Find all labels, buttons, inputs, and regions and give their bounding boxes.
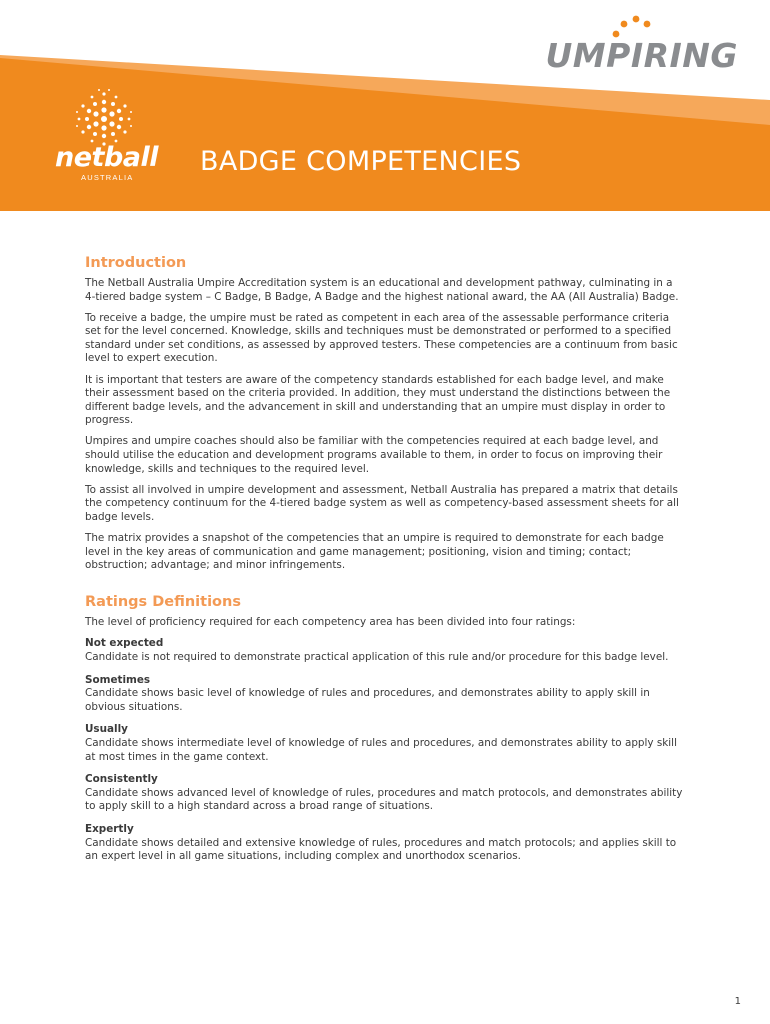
introduction-heading: Introduction xyxy=(85,255,187,271)
rating-term: Not expected xyxy=(85,637,164,650)
ratings-intro: The level of proficiency required for each competency area has been divided into four ratings: xyxy=(85,616,576,629)
page-number: 1 xyxy=(734,996,741,1007)
rating-term: Consistently xyxy=(85,773,158,786)
rating-description: Candidate shows detailed and extensive knowledge of rules, procedures and match protocols; and applies skill to an expert level in all game situations, including complex and unorthodox scenarios. xyxy=(85,836,677,863)
intro-paragraph: It is important that testers are aware of the competency standards established for each badge level, and make their assessment based on the criteria provided. In addition, they must understand the distinctions between the different badge levels, and the advancement in skill and understanding that an umpire must display in order to progress. xyxy=(85,373,671,427)
starburst-icon xyxy=(73,88,135,150)
australia-wordmark: AUSTRALIA xyxy=(81,173,134,182)
rating-item-usually xyxy=(85,723,685,764)
rating-item-consistently xyxy=(85,773,685,814)
rating-description: Candidate shows advanced level of knowledge of rules, procedures and match protocols, and demonstrates ability to apply skill to a high standard across a broad range of situations. xyxy=(85,786,683,813)
rating-item-sometimes xyxy=(85,674,685,715)
intro-paragraph: The matrix provides a snapshot of the competencies that an umpire is required to demonstrate for each badge level in the key areas of communication and game management; positioning, vision and timing; contact; obstruction; advantage; and minor infringements. xyxy=(85,532,664,572)
rating-description: Candidate is not required to demonstrate practical application of this rule and/or procedure for this badge level. xyxy=(85,650,669,663)
rating-description: Candidate shows basic level of knowledge of rules and procedures, and demonstrates ability to apply skill in obvious situations. xyxy=(85,687,650,713)
intro-paragraph: To assist all involved in umpire development and assessment, Netball Australia has prepared a matrix that details the competency continuum for the 4-tiered badge system as well as competency-based assessment sheets for all badge levels. xyxy=(85,483,679,523)
intro-paragraph: The Netball Australia Umpire Accreditation system is an educational and development pathway, culminating in a 4-tiered badge system – C Badge, B Badge, A Badge and the highest national award, the AA (All Australia) Badge. xyxy=(85,277,679,303)
document-body xyxy=(85,255,685,873)
intro-paragraph: Umpires and umpire coaches should also be familiar with the competencies required at each badge level, and should utilise the education and development programs available to them, in order to focus on improving their knowledge, skills and techniques to the required level. xyxy=(85,435,663,475)
netball-australia-logo xyxy=(55,88,165,183)
rating-term: Usually xyxy=(85,723,128,736)
ratings-heading: Ratings Definitions xyxy=(85,594,241,611)
umpiring-wordmark: UMPIRING xyxy=(545,36,738,75)
section-gap xyxy=(85,580,685,594)
umpiring-logo xyxy=(545,14,738,75)
rating-term: Expertly xyxy=(85,822,134,835)
rating-item-expertly xyxy=(85,823,685,864)
rating-description: Candidate shows intermediate level of knowledge of rules and procedures, and demonstrates ability to apply skill at most times in the game context. xyxy=(85,736,677,763)
netball-wordmark: netball xyxy=(55,142,158,173)
intro-paragraph: To receive a badge, the umpire must be rated as competent in each area of the assessable performance criteria set for the level concerned. Knowledge, skills and techniques must be demonstrated or performed to a specified standard under set conditions, as assessed by approved testers. These competencies are a continuum from basic level to expert execution. xyxy=(85,311,678,365)
rating-term: Sometimes xyxy=(85,673,151,686)
page-title: BADGE COMPETENCIES xyxy=(200,146,522,177)
rating-item-not-expected xyxy=(85,637,685,664)
